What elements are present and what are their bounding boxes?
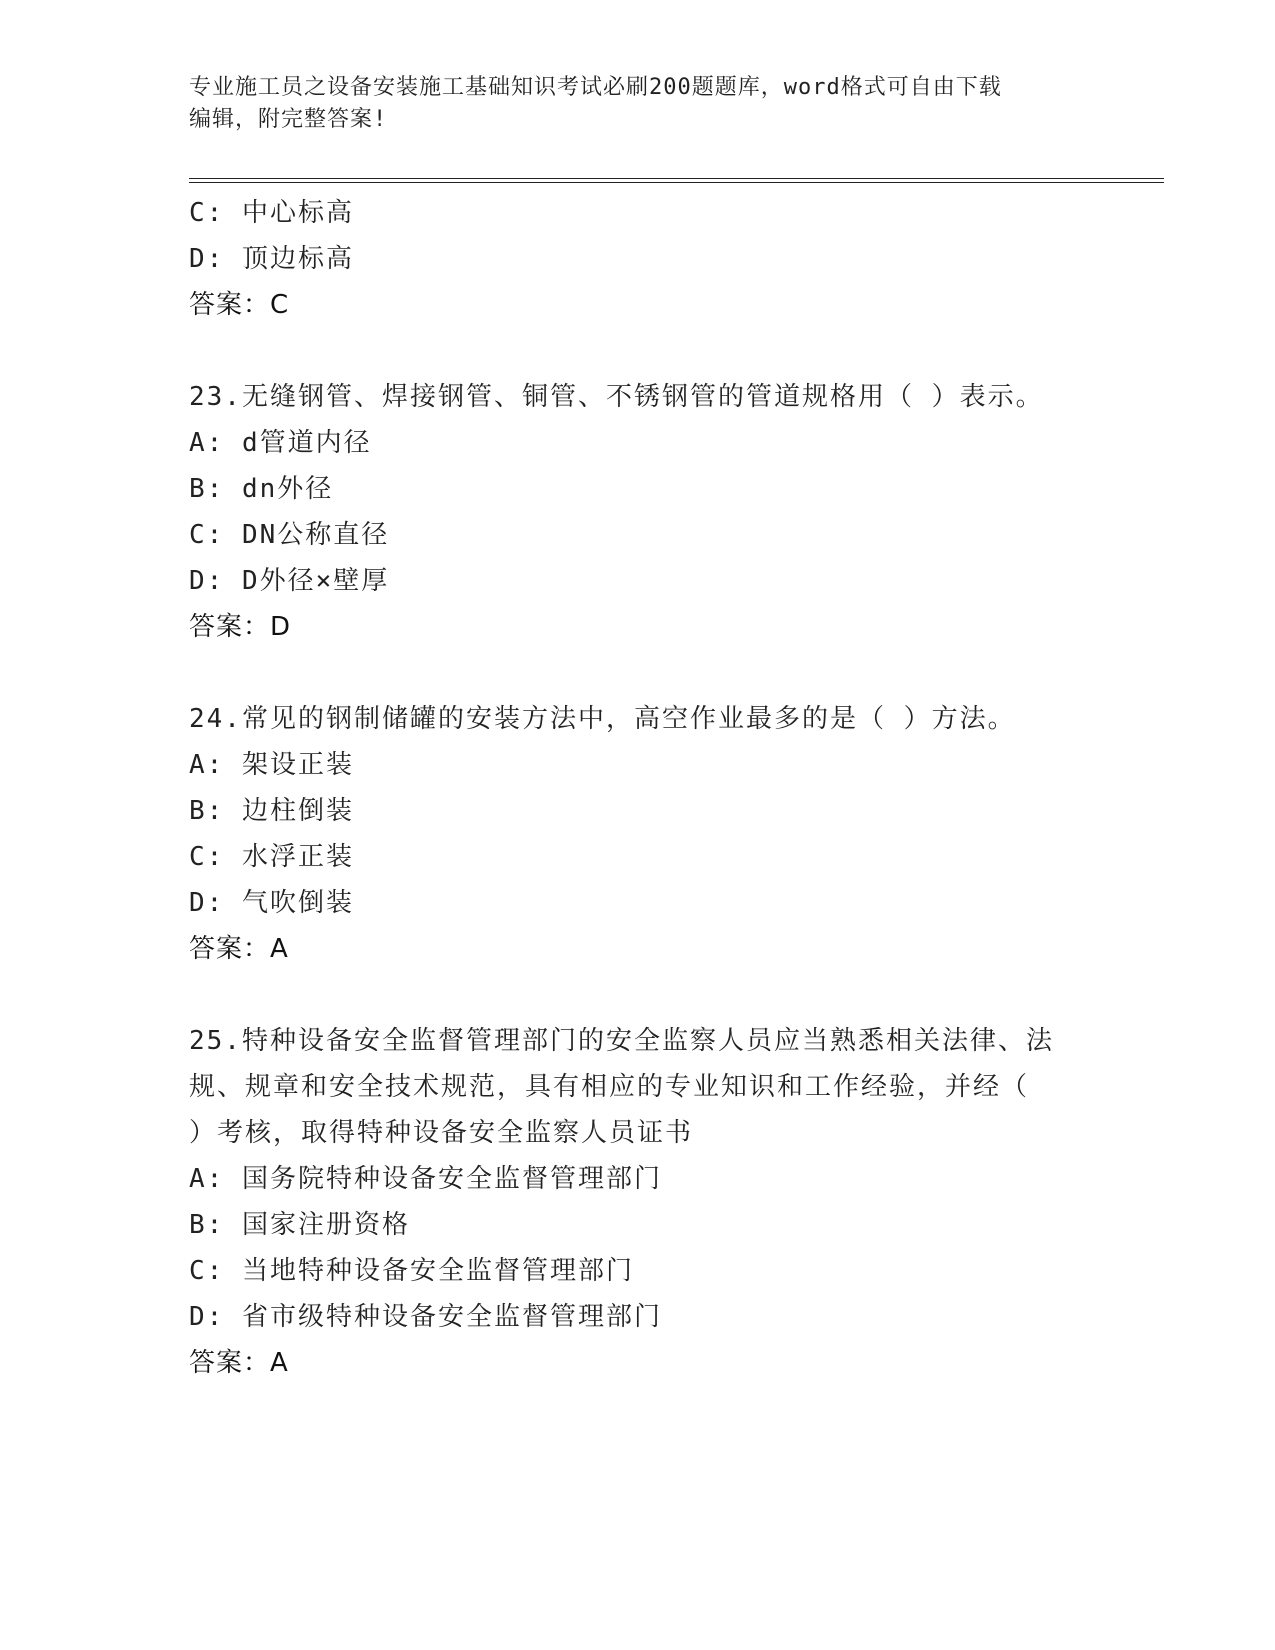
option-d: D: 顶边标高 <box>189 244 354 274</box>
option-b: B: 国家注册资格 <box>189 1210 410 1240</box>
option-c: C: 当地特种设备安全监督管理部门 <box>189 1256 634 1286</box>
question-text-line-3: ）考核，取得特种设备安全监察人员证书 <box>189 1118 694 1148</box>
header-title-line-1: 专业施工员之设备安装施工基础知识考试必刷200题题库，word格式可自由下载 <box>189 75 1002 100</box>
question-text: 24.常见的钢制储罐的安装方法中，高空作业最多的是（ ）方法。 <box>189 704 1016 734</box>
option-d: D: 气吹倒装 <box>189 888 354 918</box>
question-24 <box>189 696 1089 972</box>
option-a: A: 架设正装 <box>189 750 354 780</box>
question-text-line-1: 25.特种设备安全监督管理部门的安全监察人员应当熟悉相关法律、法 <box>189 1026 1054 1056</box>
answer-line: 答案：A <box>189 1348 289 1378</box>
question-25 <box>189 1018 1089 1386</box>
answer-line: 答案：D <box>189 612 292 642</box>
option-c: C: 中心标高 <box>189 198 354 228</box>
answer-line: 答案：C <box>189 290 290 320</box>
option-b: B: dn外径 <box>189 474 334 504</box>
option-d: D: 省市级特种设备安全监督管理部门 <box>189 1302 662 1332</box>
option-a: A: 国务院特种设备安全监督管理部门 <box>189 1164 662 1194</box>
option-d: D: D外径×壁厚 <box>189 566 390 596</box>
document-body <box>189 190 1089 1386</box>
option-c: C: DN公称直径 <box>189 520 390 550</box>
question-23 <box>189 374 1089 650</box>
option-b: B: 边柱倒装 <box>189 796 354 826</box>
question-text-line-2: 规、规章和安全技术规范，具有相应的专业知识和工作经验，并经（ <box>189 1072 1030 1102</box>
option-c: C: 水浮正装 <box>189 842 354 872</box>
option-a: A: d管道内径 <box>189 428 372 458</box>
header-title-line-2: 编辑，附完整答案! <box>189 107 388 132</box>
answer-line: 答案：A <box>189 934 289 964</box>
page-header <box>189 72 1089 136</box>
question-22-continued <box>189 190 1089 328</box>
header-divider <box>189 178 1164 183</box>
question-text: 23.无缝钢管、焊接钢管、铜管、不锈钢管的管道规格用（ ）表示。 <box>189 382 1044 412</box>
